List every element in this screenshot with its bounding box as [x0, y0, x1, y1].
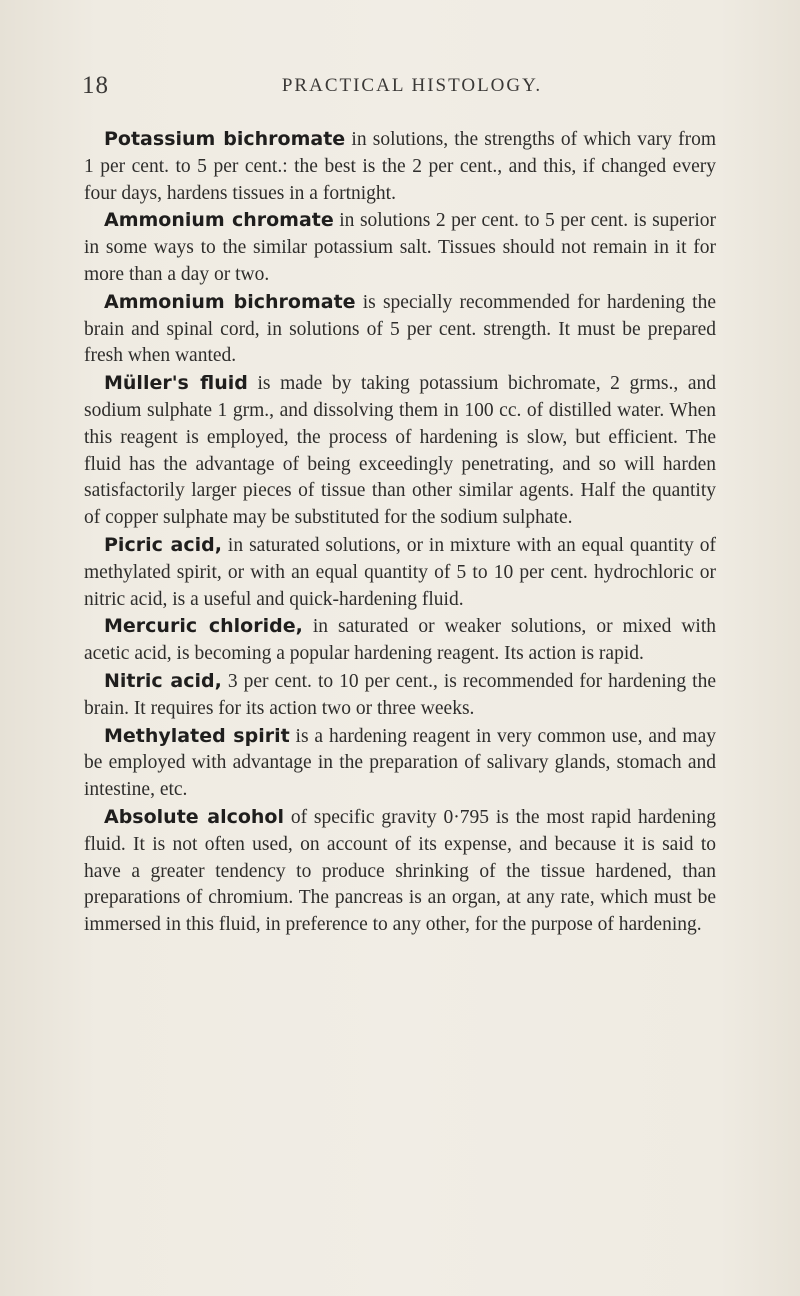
entry-text: is made by taking potassium bichromate, 2 grms., and sodium sulphate 1 grm., and dissolving them in 100 cc. of distilled water. When this reagent is employed, the process of hardening is slow, but efficient. The fluid has the advantage of being exceedingly penetrating, and so will harden satisfactorily larger pieces of tissue than other similar agents. Half the quantity of copper sulphate may be substituted for the sodium sulphate. — [84, 373, 716, 529]
running-head: PRACTICAL HISTOLOGY. — [281, 75, 543, 96]
entry-term: Potassium bichromate — [104, 128, 346, 150]
entry-term: Mercuric chloride, — [104, 615, 303, 638]
entry-nitric-acid — [84, 668, 716, 723]
entry-term: Ammonium bichromate — [104, 290, 356, 313]
body-text — [84, 126, 716, 939]
entry-term: Müller's fluid — [104, 372, 248, 395]
entry-text: of specific gravity 0·795 is the most rapid hardening fluid. It is not often used, on account of its expense, and because it is said to have a greater tendency to produce shrinking of the tissue hardened, than preparations of chromium. The pancreas is an organ, at any rate, which must be immersed in this fluid, in preference to any other, for the purpose of hardening. — [84, 806, 716, 936]
entry-term: Methylated spirit — [104, 724, 290, 747]
entry-mercuric-chloride — [84, 613, 716, 668]
entry-ammonium-chromate — [84, 207, 716, 288]
entry-text: in saturated solutions, or in mixture with an equal quantity of methylated spirit, or with an equal quantity of 5 to 10 per cent. hydrochloric or nitric acid, is a useful and quick-hardening fluid. — [84, 534, 716, 610]
entry-term: Nitric acid, — [104, 669, 222, 692]
entry-ammonium-bichromate — [84, 289, 716, 370]
entry-text: 3 per cent. to 10 per cent., is recommended for hardening the brain. It requires for its action two or three weeks. — [84, 670, 716, 719]
entry-methylated-spirit — [84, 723, 716, 804]
page-header — [82, 72, 722, 108]
entry-text: is a hardening reagent in very common use, and may be employed with advantage in the preparation of salivary glands, stomach and intestine, etc. — [84, 725, 716, 801]
entry-term: Picric acid, — [104, 533, 222, 556]
entry-term: Absolute alcohol — [104, 805, 284, 828]
entry-text: in solutions 2 per cent. to 5 per cent. is superior in some ways to the similar potassium salt. Tissues should not remain in it for more than a day or two. — [84, 210, 716, 285]
entry-term: Ammonium chromate — [104, 209, 334, 232]
entry-absolute-alcohol — [84, 804, 716, 939]
page-number: 18 — [82, 72, 109, 99]
entry-text: in solutions, the strengths of which vary from 1 per cent. to 5 per cent.: the best is the 2 per cent., and this, if changed every four days, hardens tissues in a fortnight. — [84, 129, 716, 204]
entry-text: is specially recommended for hardening the brain and spinal cord, in solutions of 5 per cent. strength. It must be prepared fresh when wanted. — [84, 291, 716, 367]
entry-text: in saturated or weaker solutions, or mixed with acetic acid, is becoming a popular hardening reagent. Its action is rapid. — [84, 616, 717, 665]
entry-mullers-fluid — [84, 370, 716, 532]
entry-picric-acid — [84, 532, 716, 613]
entry-potassium-bichromate — [84, 126, 716, 207]
